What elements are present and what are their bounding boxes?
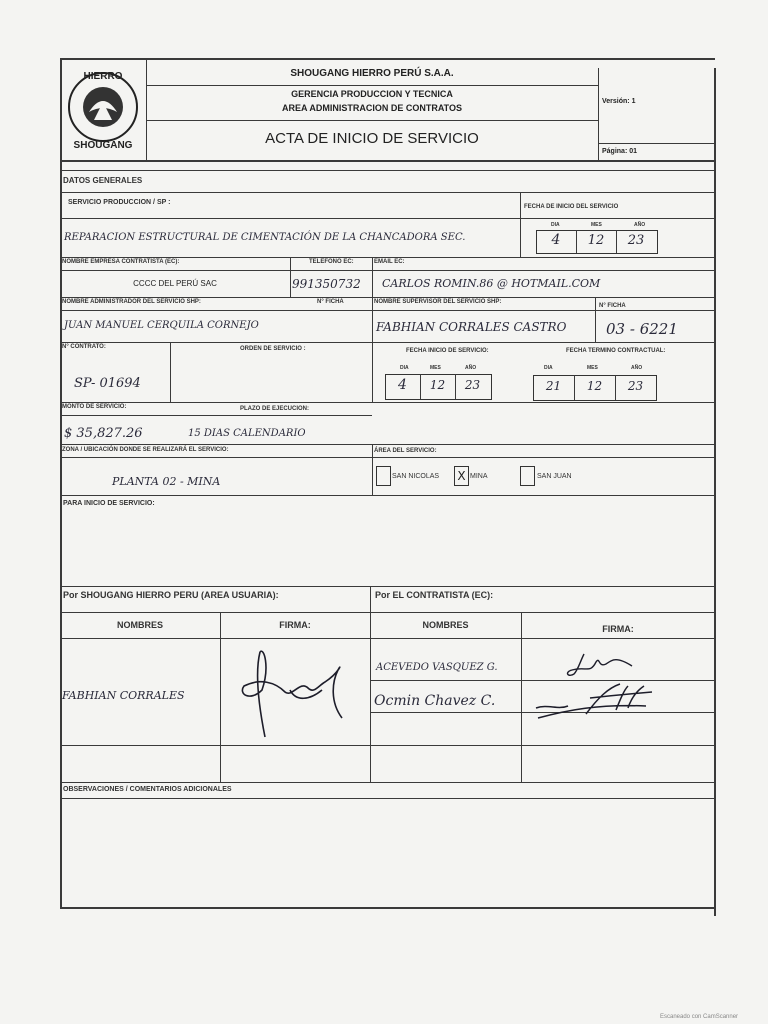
ft-dia-label: DIA	[544, 365, 553, 371]
telefono-label: TELEFONO EC:	[309, 259, 354, 265]
fi-anio-label: AÑO	[465, 365, 477, 371]
department-line2: AREA ADMINISTRACION DE CONTRATOS	[282, 103, 462, 113]
por-shougang-label: Por SHOUGANG HIERRO PERU (AREA USUARIA):	[63, 590, 279, 600]
zona-value: PLANTA 02 - MINA	[112, 475, 221, 488]
plazo-label: PLAZO DE EJECUCION:	[240, 406, 310, 412]
ficha2-label: N° FICHA	[599, 303, 626, 309]
san-juan-checkbox[interactable]	[520, 466, 535, 486]
contrato-label: N° CONTRATO:	[62, 344, 106, 350]
datos-generales-label: DATOS GENERALES	[63, 176, 143, 185]
servicio-label: SERVICIO PRODUCCION / SP :	[68, 199, 171, 206]
firma-header: FIRMA:	[279, 620, 311, 630]
empresa-label: NOMBRE EMPRESA CONTRATISTA (EC):	[62, 259, 180, 265]
mina-label: MINA	[470, 473, 488, 480]
supervisor-label: NOMBRE SUPERVISOR DEL SERVICIO SHP:	[374, 299, 502, 305]
administrador-value: JUAN MANUEL CERQUILA CORNEJO	[64, 320, 259, 331]
empresa-value: CCCC DEL PERÚ SAC	[133, 279, 217, 288]
fi-mes-value: 12	[429, 378, 446, 392]
administrador-label: NOMBRE ADMINISTRADOR DEL SERVICIO SHP:	[62, 299, 201, 305]
logo-top-text: HIERRO	[83, 71, 123, 82]
signature-ec1	[560, 648, 640, 680]
zona-label: ZONA / UBICACIÓN DONDE SE REALIZARÁ EL SERVICIO:	[62, 447, 229, 453]
signature-ec2	[528, 680, 658, 724]
inicio-mes-value: 12	[587, 233, 605, 248]
ft-anio-value: 23	[627, 379, 644, 393]
servicio-description: REPARACION ESTRUCTURAL DE CIMENTACIÓN DE LA CHANCADORA SEC.	[64, 232, 466, 243]
scanner-watermark: Escaneado con CamScanner	[660, 1014, 739, 1020]
fi-dia-value: 4	[398, 377, 407, 393]
inicio-anio-value: 23	[627, 233, 645, 248]
ft-mes-value: 12	[586, 379, 603, 393]
ft-dia-value: 21	[545, 379, 562, 393]
san-nicolas-checkbox[interactable]	[376, 466, 391, 486]
inicio-dia-value: 4	[551, 232, 561, 248]
fecha-termino-label: FECHA TERMINO CONTRACTUAL:	[566, 348, 666, 354]
fecha-inicio-label: FECHA INICIO DE SERVICIO:	[406, 348, 489, 354]
fi-dia-label: DIA	[400, 365, 409, 371]
fi-anio-value: 23	[464, 378, 481, 392]
email-value: CARLOS ROMIN.86 @ HOTMAIL.COM	[382, 277, 601, 290]
ficha-label: N° FICHA	[317, 299, 344, 305]
area-label: ÁREA DEL SERVICIO:	[374, 448, 437, 454]
signature-shp	[230, 642, 360, 742]
san-juan-label: SAN JUAN	[537, 473, 572, 480]
logo-bottom-text: SHOUGANG	[73, 140, 133, 151]
nombres2-header: NOMBRES	[422, 620, 469, 630]
ft-mes-label: MES	[587, 365, 598, 371]
firmante-ec1-value: ACEVEDO VASQUEZ G.	[376, 662, 498, 673]
page-label: Página: 01	[602, 148, 638, 155]
dia-label: DIA	[551, 222, 560, 228]
fecha-inicio-servicio-label: FECHA DE INICIO DEL SERVICIO	[524, 204, 619, 210]
email-label: EMAIL EC:	[374, 259, 405, 265]
ft-anio-label: AÑO	[631, 365, 643, 371]
company-logo	[64, 62, 142, 156]
supervisor-value: FABHIAN CORRALES CASTRO	[376, 320, 567, 334]
para-inicio-label: PARA INICIO DE SERVICIO:	[63, 500, 155, 507]
plazo-value: 15 DIAS CALENDARIO	[188, 428, 306, 439]
orden-label: ORDEN DE SERVICIO :	[240, 346, 306, 352]
san-nicolas-label: SAN NICOLAS	[392, 473, 440, 480]
monto-value: $ 35,827.26	[64, 426, 143, 441]
nombres-header: NOMBRES	[116, 620, 163, 630]
mina-checkbox[interactable]: X	[454, 466, 469, 486]
company-name: SHOUGANG HIERRO PERÚ S.A.A.	[290, 68, 454, 79]
telefono-value: 991350732	[292, 277, 361, 291]
por-contratista-label: Por EL CONTRATISTA (EC):	[375, 590, 494, 600]
document-title: ACTA DE INICIO DE SERVICIO	[265, 130, 479, 147]
anio-label: AÑO	[634, 222, 646, 228]
department-line1: GERENCIA PRODUCCION Y TECNICA	[291, 89, 453, 99]
ficha-supervisor-value: 03 - 6221	[606, 320, 678, 338]
firmante-shp-value: FABHIAN CORRALES	[62, 689, 185, 702]
version-label: Versión: 1	[602, 98, 636, 105]
contrato-value: SP- 01694	[74, 376, 141, 391]
observaciones-label: OBSERVACIONES / COMENTARIOS ADICIONALES	[63, 786, 232, 793]
mes-label: MES	[591, 222, 602, 228]
monto-label: MONTO DE SERVICIO:	[62, 404, 127, 410]
firmante-ec2-value: Ocmin Chavez C.	[374, 693, 496, 709]
fi-mes-label: MES	[430, 365, 441, 371]
firma2-header: FIRMA:	[602, 624, 634, 634]
